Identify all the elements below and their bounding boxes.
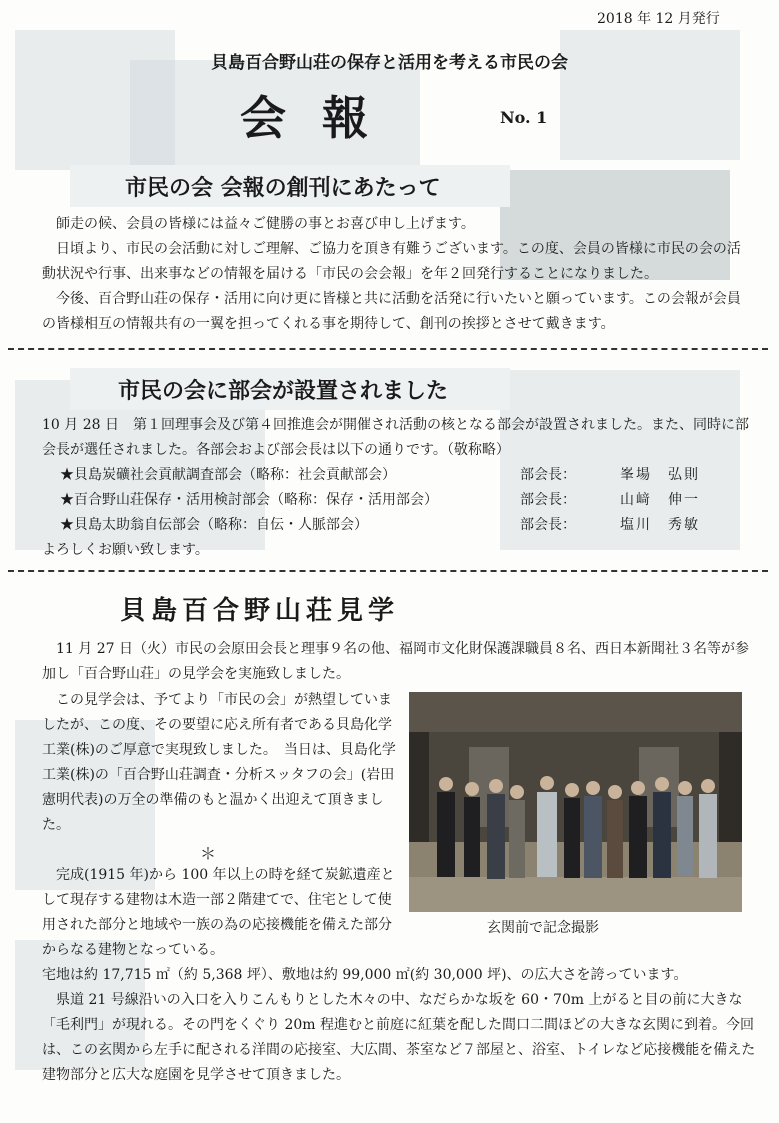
publish-date: 2018 年 12 月発行 — [597, 11, 720, 27]
section1-paragraph: 日頃より、市民の会活動に対しご理解、ご協力を頂き有難うございます。この度、会員の皆様に市民の会の活動状況や行事、出来事などの情報を届ける「市民の会会報」を年２回発行することになりました。 — [42, 241, 741, 282]
section2-closing: よろしくお願い致します。 — [42, 542, 209, 558]
section2-heading: 市民の会に部会が設置されました — [70, 368, 510, 410]
section3-column-paragraph1: この見学会は、予てより「市民の会」が熱望していましたが、この度、その要望に応え所有者である貝島化学工業(株)のご厚意で実現致しました。 当日は、貝島化学工業(株)の「百合野山荘調査・分析スッタフの会」(岩田憲明代表)の万全の準備のもと温かく出迎えて頂きました。 — [42, 692, 396, 833]
section1-heading: 市民の会 会報の創刊にあたって — [70, 165, 510, 207]
committee-name: ★貝島炭礦社会貢献調査部会（略称：社会貢献部会） — [60, 467, 396, 483]
committee-head: 山﨑 伸一 — [620, 492, 700, 508]
section3-column-paragraph2: 完成(1915 年)から 100 年以上の時を経て炭鉱遺産として現存する建物は木造一部２階建てで、住宅として使用された部分と地域や一族の為の応接機能を備えた部分からなる建物となっている。 — [42, 867, 395, 958]
list-item — [60, 513, 750, 538]
newsletter-title: 会報 — [240, 91, 404, 145]
photo-caption: 玄関前で記念撮影 — [487, 920, 599, 936]
committee-head-label: 部会長： — [520, 492, 576, 508]
list-item — [60, 463, 750, 488]
committee-head-label: 部会長： — [520, 467, 576, 483]
organization-name: 貝島百合野山荘の保存と活用を考える市民の会 — [211, 53, 568, 73]
section2-intro: 10 月 28 日 第１回理事会及び第４回推進会が開催され活動の核となる部会が設置されました。また、同時に部会長が選任されました。各部会および部会長は以下の通りです。（敬称略） — [42, 417, 749, 458]
section3-intro: 11 月 27 日（火）市民の会原田会長と理事９名の他、福岡市文化財保護課職員８名、西日本新聞社３名等が参加し「百合野山荘」の見学会を実施致しました。 — [42, 641, 749, 682]
committee-head: 峯場 弘則 — [620, 467, 700, 483]
group-photo — [409, 692, 742, 912]
section-divider — [8, 348, 768, 350]
committee-head: 塩川 秀敏 — [620, 517, 700, 533]
section3-full-paragraph2: 県道 21 号線沿いの入口を入りこんもりとした木々の中、なだらかな坂を 60・70m 上がると目の前に大きな「毛利門」が現れる。その門をくぐり 20m 程進むと前庭に紅葉を配した間口二間ほどの大きな玄関に到着。今回は、この玄関から左手に配される洋間の応接室、大広間、茶室など７部屋と、浴室、トイレなど応接機能を備えた建物部分と広大な庭園を見学させて頂きました。 — [42, 992, 756, 1083]
committee-name: ★貝島太助翁自伝部会（略称：自伝・人脈部会） — [60, 517, 368, 533]
committee-name: ★百合野山荘保存・活用検討部会（略称：保存・活用部会） — [60, 492, 438, 508]
list-item — [60, 488, 750, 513]
issue-number: No. 1 — [500, 108, 548, 127]
section1-body — [42, 212, 752, 337]
section3-heading: 貝島百合野山荘見学 — [120, 596, 400, 626]
section3-full-paragraph1: 宅地は約 17,715 ㎡（約 5,368 坪）、敷地は約 99,000 ㎡(約 30,000 坪)、の広大さを誇っています。 — [42, 967, 688, 983]
section-divider — [8, 570, 768, 572]
committee-list — [60, 463, 750, 538]
section1-paragraph: 師走の候、会員の皆様には益々ご健勝の事とお喜び申し上げます。 — [56, 216, 475, 232]
committee-head-label: 部会長： — [520, 517, 576, 533]
section1-paragraph: 今後、百合野山荘の保存・活用に向け更に皆様と共に活動を活発に行いたいと願っています。この会報が会員の皆様相互の情報共有の一翼を担ってくれる事を期待して、創刊の挨拶とさせて戴きます。 — [42, 291, 741, 332]
group-photo-illustration — [409, 692, 742, 912]
separator-star: ＊ — [200, 844, 217, 863]
